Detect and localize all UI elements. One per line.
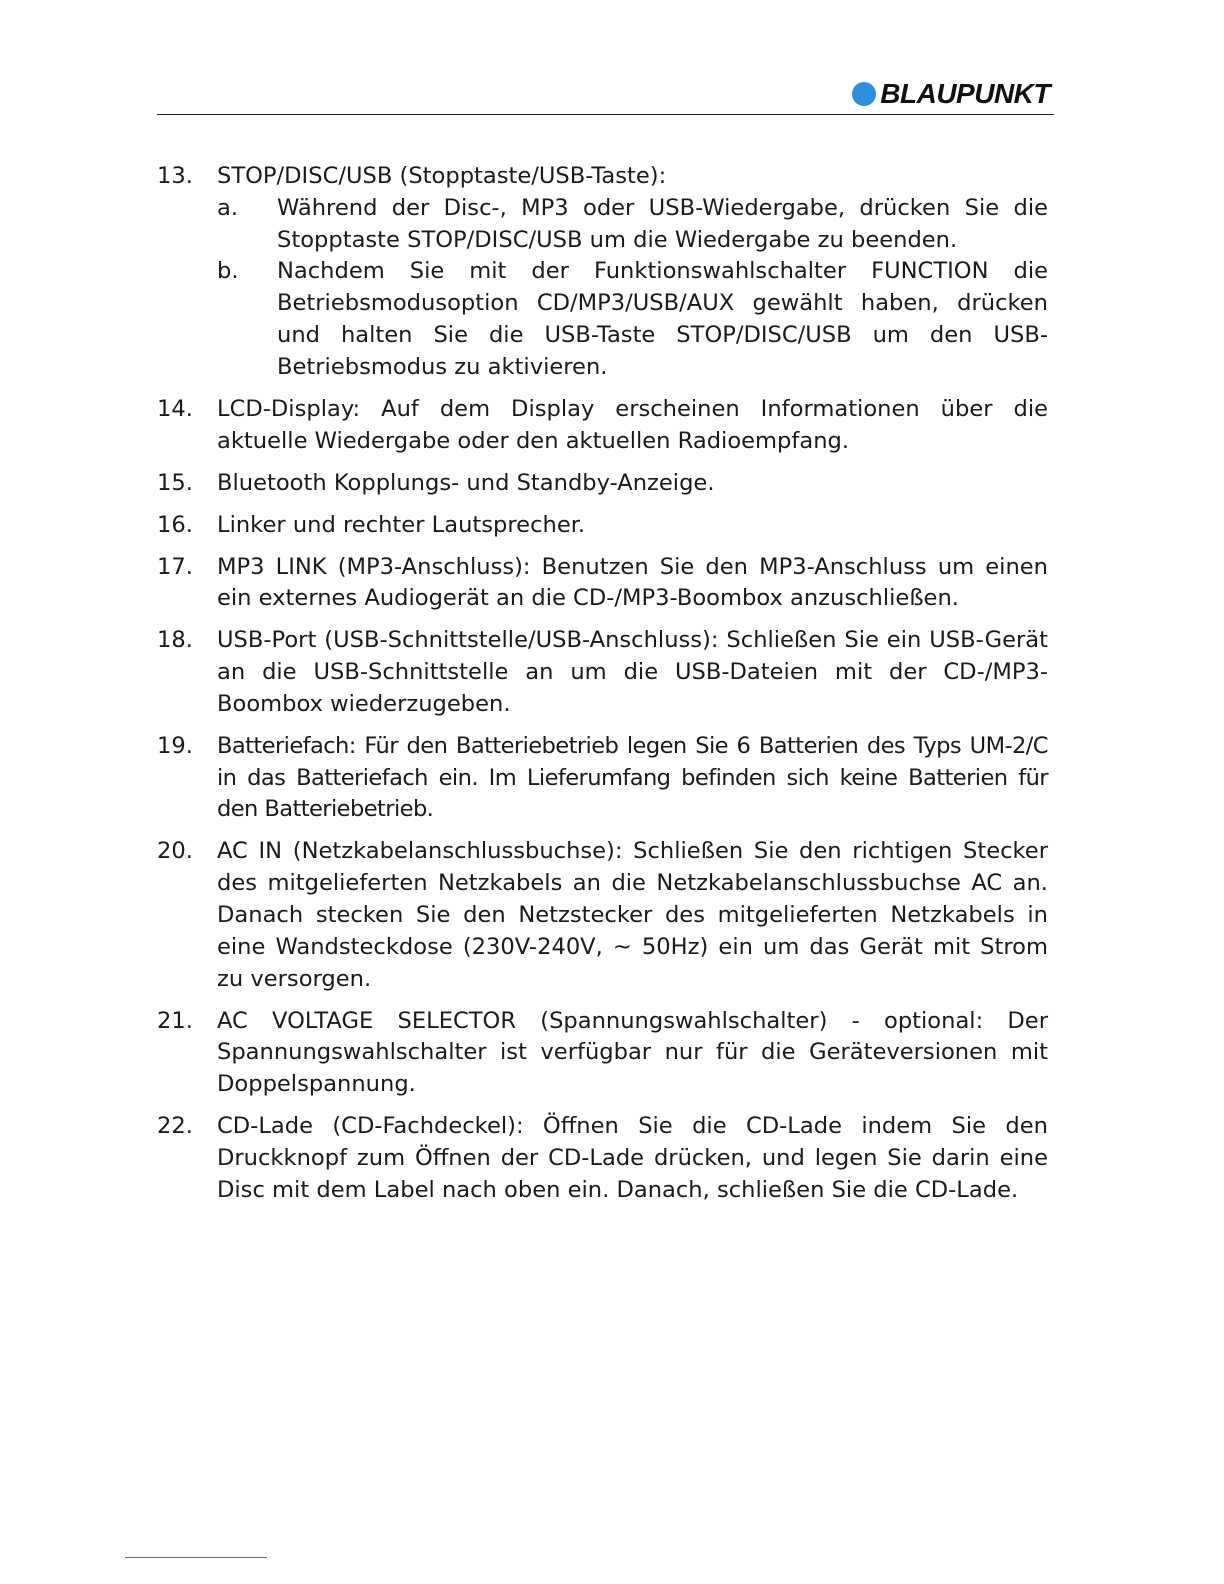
- item-number: 15.: [157, 469, 193, 496]
- item-text: MP3 LINK (MP3-Anschluss): Benutzen Sie den MP3-Anschluss um einen ein externes Audiogerät an die CD-/MP3-Boombox anzuschließen.: [217, 553, 1048, 612]
- item-number: 19.: [157, 732, 193, 759]
- item-text: USB-Port (USB-Schnittstelle/USB-Anschluss): Schließen Sie ein USB-Gerät an die USB-Schnittstelle an um die USB-Dateien mit der CD-/MP3-Boombox wiederzugeben.: [217, 627, 1048, 717]
- subitem-letter: b.: [217, 258, 239, 285]
- subitem-letter: a.: [217, 194, 239, 221]
- brand-name: BLAUPUNKT: [880, 78, 1050, 109]
- list-item-20: [157, 836, 1048, 995]
- list-item-16: [157, 510, 1048, 542]
- feature-list: [157, 161, 1048, 1217]
- footer-divider: [125, 1557, 267, 1558]
- item-number: 22.: [157, 1113, 193, 1140]
- list-item-18: [157, 625, 1048, 720]
- brand-logo: [852, 78, 1050, 110]
- subitem-a: [217, 193, 1048, 257]
- item-text: AC VOLTAGE SELECTOR (Spannungswahlschalter) - optional: Der Spannungswahlschalter ist verfügbar nur für die Geräteversionen mit Doppelspannung.: [217, 1007, 1048, 1098]
- item-number: 20.: [157, 838, 193, 865]
- subitem-b: [217, 256, 1048, 383]
- list-item-17: [157, 552, 1048, 616]
- list-item-22: [157, 1111, 1048, 1206]
- list-item-13: [157, 161, 1048, 384]
- item-text: Bluetooth Kopplungs- und Standby-Anzeige.: [217, 469, 715, 496]
- item-text: CD-Lade (CD-Fachdeckel): Öffnen Sie die CD-Lade indem Sie den Druckknopf zum Öffnen der CD-Lade drücken, und legen Sie darin eine Disc mit dem Label nach oben ein. Danach, schließen Sie die CD-Lade.: [217, 1113, 1048, 1203]
- list-item-15: [157, 468, 1048, 500]
- item-number: 14.: [157, 395, 193, 422]
- item-number: 21.: [157, 1007, 193, 1034]
- list-item-19: [157, 731, 1048, 826]
- brand-dot-icon: [852, 82, 876, 106]
- item-number: 16.: [157, 511, 193, 538]
- subitem-text: Nachdem Sie mit der Funktionswahlschalter FUNCTION die Betriebsmodusoption CD/MP3/USB/AUX gewählt haben, drücken und halten Sie die USB-Taste STOP/DISC/USB um den USB-Betriebsmodus zu aktivieren.: [277, 258, 1048, 380]
- item-body: [217, 161, 1048, 384]
- subitem-text: Während der Disc-, MP3 oder USB-Wiedergabe, drücken Sie die Stopptaste STOP/DISC/USB um die Wiedergabe zu beenden.: [277, 194, 1048, 253]
- item-text: STOP/DISC/USB (Stopptaste/USB-Taste):: [217, 163, 667, 189]
- list-item-21: [157, 1006, 1048, 1101]
- item-text: LCD-Display: Auf dem Display erscheinen Informationen über die aktuelle Wiedergabe oder den aktuellen Radioempfang.: [217, 395, 1048, 454]
- item-number: 17.: [157, 553, 193, 580]
- item-text: Linker und rechter Lautsprecher.: [217, 511, 586, 538]
- item-text: Batteriefach: Für den Batteriebetrieb legen Sie 6 Batterien des Typs UM-2/C in das Batteriefach ein. Im Lieferumfang befinden sich keine Batterien für den Batteriebetrieb.: [217, 732, 1048, 823]
- list-item-14: [157, 394, 1048, 458]
- item-text: AC IN (Netzkabelanschlussbuchse): Schließen Sie den richtigen Stecker des mitgelieferten Netzkabels an die Netzkabelanschlussbuchse AC an. Danach stecken Sie den Netzstecker des mitgelieferten Netzkabels in eine Wandsteckdose (230V-240V, ~ 50Hz) ein um das Gerät mit Strom zu versorgen.: [217, 838, 1048, 992]
- item-number: 18.: [157, 627, 193, 654]
- item-number: 13.: [157, 163, 193, 189]
- page-header: [157, 72, 1054, 115]
